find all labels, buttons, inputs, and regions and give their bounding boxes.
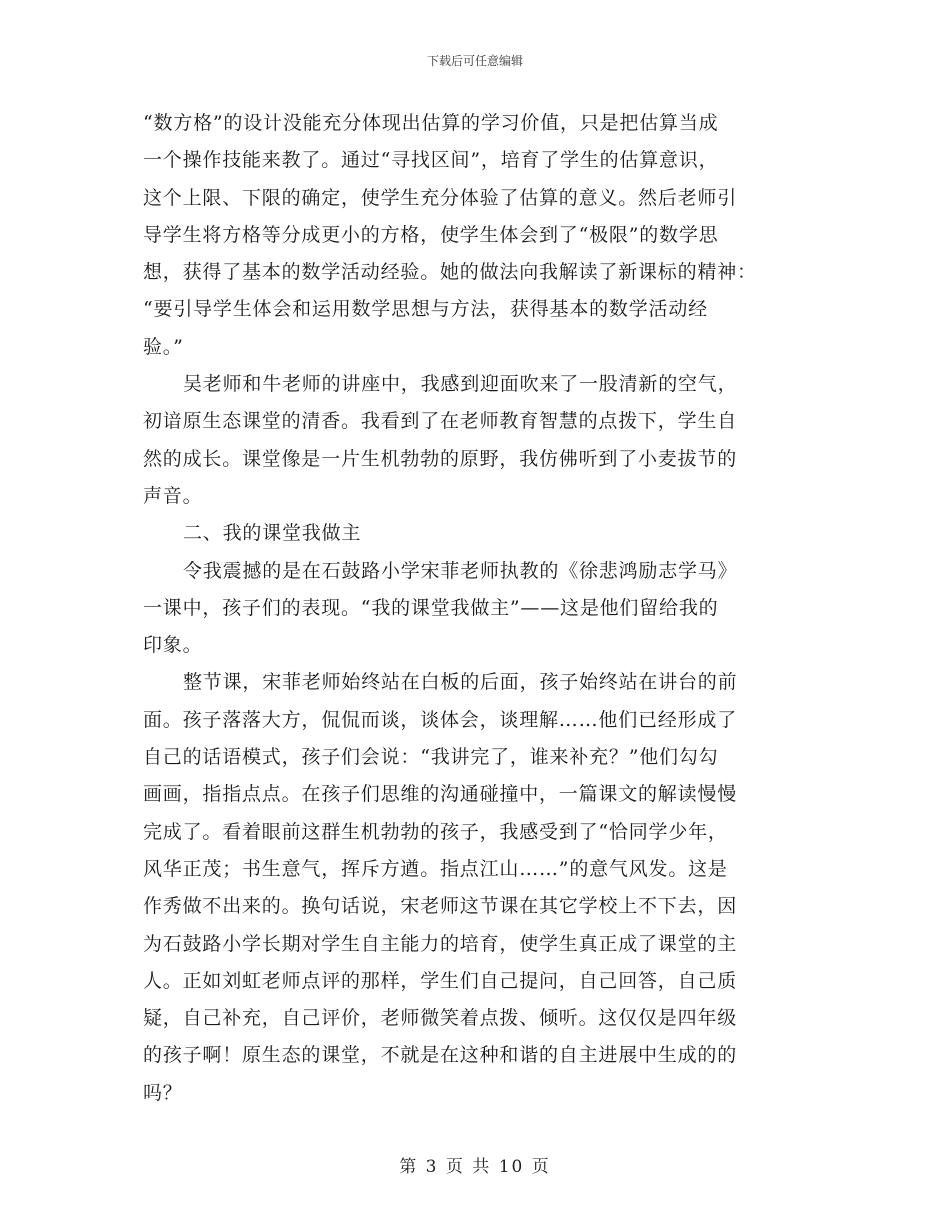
text-line: 这个上限、下限的确定，使学生充分体验了估算的意义。然后老师引	[143, 186, 738, 209]
text-line: 初谙原生态课堂的清香。我看到了在老师教育智慧的点拨下，学生自	[143, 410, 738, 433]
text-line: 想，获得了基本的数学活动经验。她的做法向我解读了新课标的精神：	[143, 261, 757, 284]
text-line: 整节课，宋菲老师始终站在白板的后面，孩子始终站在讲台的前	[183, 671, 738, 694]
text-line: 印象。	[143, 634, 203, 657]
text-line: “数方格”的设计没能充分体现出估算的学习价值，只是把估算当成	[143, 112, 719, 134]
section-heading: 二、我的课堂我做主	[183, 522, 362, 545]
text-line: 吗？	[143, 1081, 183, 1104]
text-line: 令我震撼的是在石鼓路小学宋菲老师执教的《徐悲鸿励志学马》	[183, 559, 738, 582]
text-line: 为石鼓路小学长期对学生自主能力的培育，使学生真正成了课堂的主	[143, 932, 738, 955]
text-line: 面。孩子落落大方，侃侃而谈，谈体会，谈理解……他们已经形成了	[143, 708, 738, 731]
text-line: 一课中，孩子们的表现。“我的课堂我做主”——这是他们留给我的	[143, 596, 719, 619]
text-line: 验。”	[143, 335, 184, 358]
text-line: 然的成长。课堂像是一片生机勃勃的原野，我仿佛听到了小麦拔节的	[143, 447, 738, 470]
text-line: 的孩子啊！原生态的课堂，不就是在这种和谐的自主进展中生成的的	[143, 1044, 738, 1067]
text-line: 声音。	[143, 484, 203, 507]
text-line: 作秀做不出来的。换句话说，宋老师这节课在其它学校上不下去，因	[143, 895, 738, 918]
text-line: 完成了。看着眼前这群生机勃勃的孩子，我感受到了“恰同学少年，	[143, 820, 728, 843]
document-body	[143, 105, 803, 1112]
text-line: 导学生将方格等分成更小的方格，使学生体会到了“极限”的数学思	[143, 223, 719, 246]
header-note: 下载后可任意编辑	[426, 54, 523, 68]
page-footer	[0, 1152, 950, 1177]
text-line: “要引导学生体会和运用数学思想与方法，获得基本的数学活动经	[143, 298, 708, 321]
text-line: 疑，自己补充，自己评价，老师微笑着点拨、倾听。这仅仅是四年级	[143, 1007, 738, 1030]
page-number: 第 3 页 共 10 页	[399, 1157, 551, 1177]
text-line: 吴老师和牛老师的讲座中，我感到迎面吹来了一股清新的空气，	[183, 373, 738, 396]
text-line: 自己的话语模式，孩子们会说：“我讲完了，谁来补充？”他们勾勾	[143, 746, 719, 769]
page-header	[0, 52, 950, 69]
text-line: 一个操作技能来教了。通过“寻找区间”，培育了学生的估算意识，	[143, 149, 719, 172]
text-line: 画画，指指点点。在孩子们思维的沟通碰撞中，一篇课文的解读慢慢	[143, 783, 738, 806]
text-line: 人。正如刘虹老师点评的那样，学生们自己提问，自己回答，自己质	[143, 969, 738, 992]
text-line: 风华正茂；书生意气，挥斥方遒。指点江山……”的意气风发。这是	[143, 857, 728, 880]
